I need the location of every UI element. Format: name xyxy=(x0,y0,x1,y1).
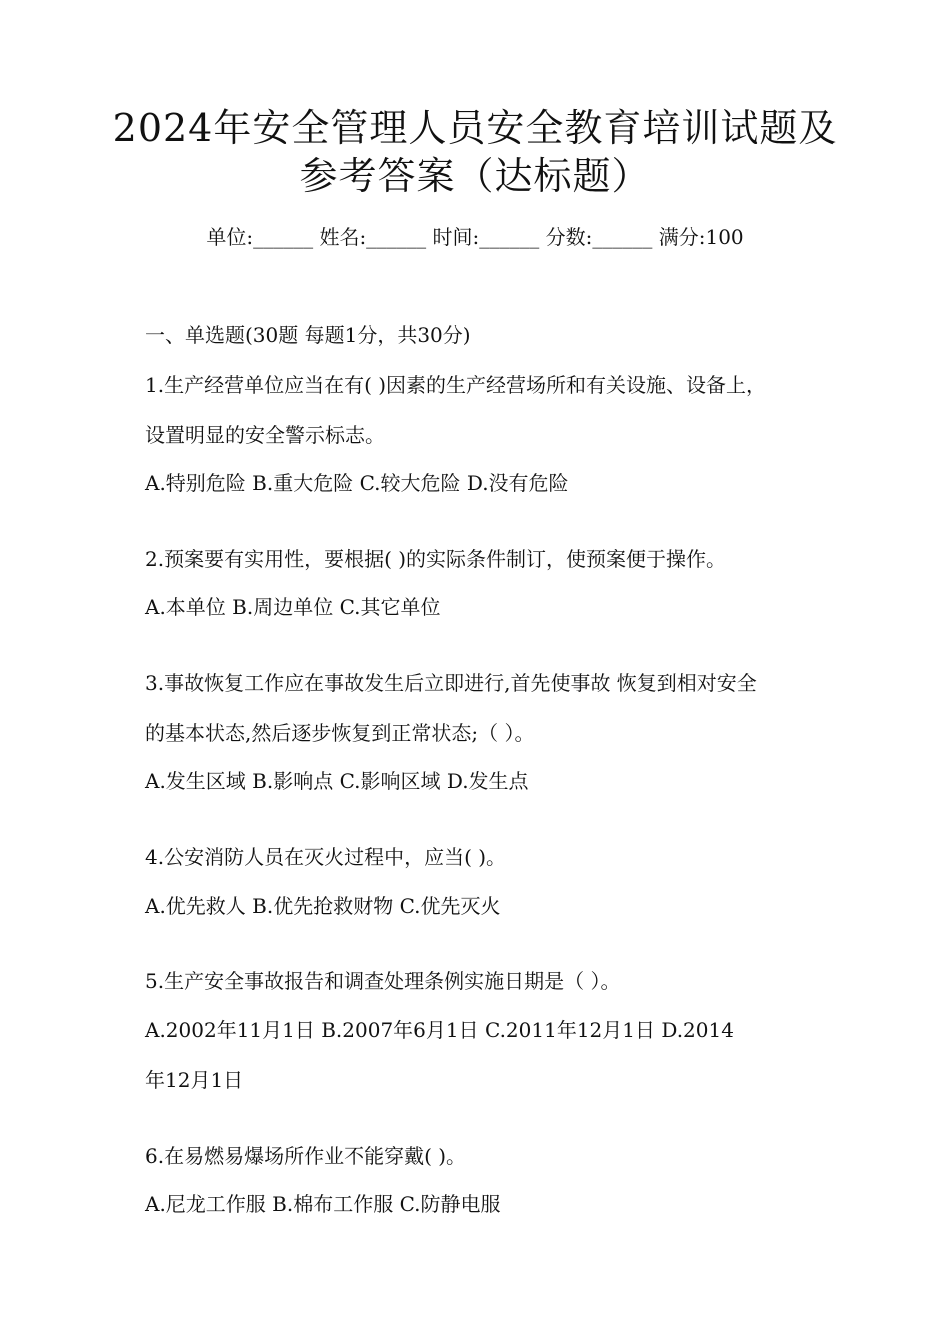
question-5-options-line1: A.2002年11月1日 B.2007年6月1日 C.2011年12月1日 D.2014 xyxy=(145,1018,734,1042)
question-5-stem-line1: 5.生产安全事故报告和调查处理条例实施日期是（ ）。 xyxy=(145,969,621,993)
question-2-stem-line1: 2.预案要有实用性，要根据( )的实际条件制订，使预案便于操作。 xyxy=(145,547,727,571)
document-title-line1: 2024年安全管理人员安全教育培训试题及 xyxy=(112,106,838,150)
question-3-options: A.发生区域 B.影响点 C.影响区域 D.发生点 xyxy=(145,769,529,793)
question-6-stem-line1: 6.在易燃易爆场所作业不能穿戴( )。 xyxy=(145,1144,467,1168)
question-1-options: A.特别危险 B.重大危险 C.较大危险 D.没有危险 xyxy=(145,471,569,495)
question-5-options-line2: 年12月1日 xyxy=(145,1068,244,1092)
question-2-options: A.本单位 B.周边单位 C.其它单位 xyxy=(145,595,441,619)
question-3-stem-line2: 的基本状态,然后逐步恢复到正常状态;（ ）。 xyxy=(145,721,535,745)
section-heading: 一、单选题(30题 每题1分，共30分) xyxy=(145,323,471,347)
question-6-options: A.尼龙工作服 B.棉布工作服 C.防静电服 xyxy=(145,1192,501,1216)
question-1-stem-line1: 1.生产经营单位应当在有( )因素的生产经营场所和有关设施、设备上， xyxy=(145,373,767,397)
document-title-line2: 参考答案（达标题） xyxy=(299,154,651,198)
exam-info-line: 单位:______ 姓名:______ 时间:______ 分数:______ 满分:100 xyxy=(206,225,744,249)
question-1-stem-line2: 设置明显的安全警示标志。 xyxy=(145,423,385,447)
question-4-options: A.优先救人 B.优先抢救财物 C.优先灭火 xyxy=(145,894,501,918)
question-3-stem-line1: 3.事故恢复工作应在事故发生后立即进行,首先使事故 恢复到相对安全 xyxy=(145,671,757,695)
question-4-stem-line1: 4.公安消防人员在灭火过程中，应当( )。 xyxy=(145,845,507,869)
